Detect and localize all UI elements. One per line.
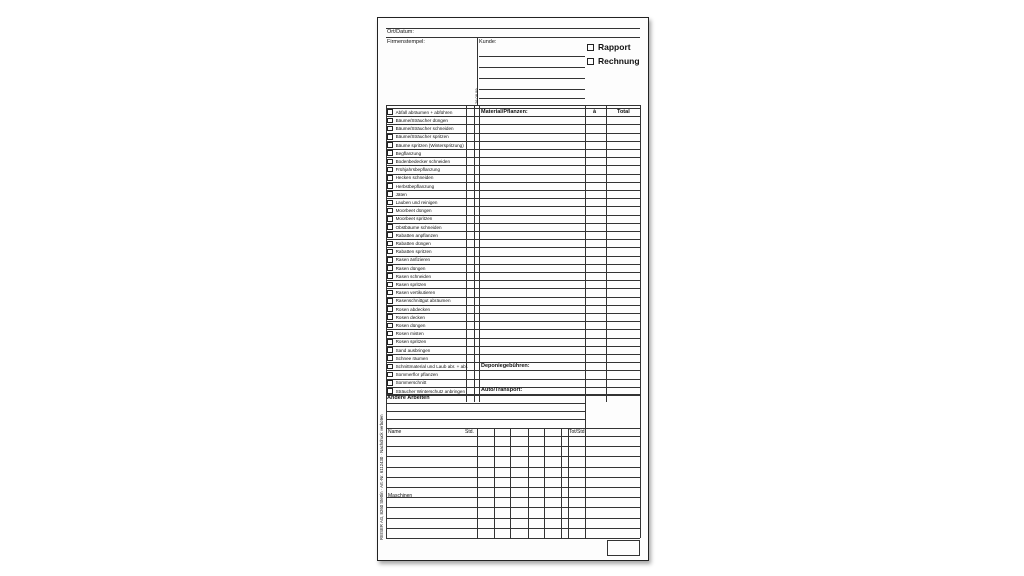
row-line (386, 456, 640, 457)
activity-label: Rosen düngen (395, 322, 426, 328)
activity-item[interactable] (387, 256, 430, 264)
activity-item[interactable] (387, 133, 449, 141)
activity-label: Rasen änfizieren (395, 257, 431, 263)
activity-checkbox[interactable] (387, 323, 393, 329)
activity-item[interactable] (387, 239, 431, 247)
firmenstempel-label: Firmenstempel: (387, 39, 425, 45)
row-line (386, 507, 640, 508)
a-header: à (593, 109, 597, 115)
activity-checkbox[interactable] (387, 191, 393, 197)
activity-checkbox[interactable] (387, 109, 393, 115)
row-line (386, 436, 640, 437)
activity-label: Rabatten düngen (395, 240, 431, 246)
activity-label: Schnee räumen (395, 355, 429, 361)
activity-item[interactable] (387, 215, 432, 223)
customer-line (479, 98, 585, 99)
activity-label: Rosen abdecken (395, 306, 431, 312)
activity-label: Rabatten anpflanzen (395, 232, 438, 238)
activity-item[interactable] (387, 182, 434, 190)
activity-checkbox[interactable] (387, 314, 393, 320)
grid-line (568, 428, 569, 538)
activity-item[interactable] (387, 125, 454, 133)
activity-item[interactable] (387, 149, 421, 157)
activity-checkbox[interactable] (387, 167, 393, 173)
activity-item[interactable] (387, 223, 442, 231)
activity-label: Rasen vertikutieren (395, 290, 436, 296)
activity-label: Jäten (395, 191, 407, 197)
activity-label: Bäume spritzen (Winterspritzung) (395, 142, 464, 148)
activity-label: Bäume/Sträucher schneiden (395, 126, 454, 132)
activity-checkbox[interactable] (387, 232, 393, 238)
print-code: 26.08.99 (474, 88, 479, 104)
row-line (386, 467, 640, 468)
totstd-header: Tot/Std. (569, 429, 586, 435)
activity-checkbox[interactable] (387, 183, 393, 189)
row-line (386, 477, 640, 478)
activity-label: Sand ausbringen (395, 347, 431, 353)
activity-item[interactable] (387, 371, 438, 379)
activity-label: Frühjahrsbepflanzung (395, 167, 441, 173)
activity-checkbox[interactable] (387, 306, 393, 312)
side-imprint: REISER AG, 8260 Stettin · Art.-Nr. 6112430 · Nachdruck verboten (379, 414, 384, 540)
activity-checkbox[interactable] (387, 249, 393, 255)
std-header: Std. (465, 429, 474, 435)
activity-label: Moorbeet spritzen (395, 216, 433, 222)
activity-item[interactable] (387, 157, 450, 165)
divider (386, 37, 640, 38)
activity-checkbox[interactable] (387, 298, 393, 304)
activity-item[interactable] (387, 272, 431, 280)
activity-checkbox[interactable] (387, 273, 393, 279)
customer-line (479, 89, 585, 90)
activity-checkbox[interactable] (387, 364, 393, 370)
activity-item[interactable] (387, 297, 451, 305)
activity-checkbox[interactable] (387, 339, 393, 345)
activity-checkbox[interactable] (387, 241, 393, 247)
activity-checkbox[interactable] (387, 200, 393, 206)
customer-line (479, 56, 585, 57)
kunde-label: Kunde: (479, 39, 497, 45)
activity-item[interactable] (387, 338, 426, 346)
activity-item[interactable] (387, 346, 430, 354)
rechnung-option[interactable] (587, 56, 640, 66)
deponie-label: Deponiegebühren: (481, 363, 530, 369)
activity-label: Hecken schneiden (395, 175, 434, 181)
divider (386, 28, 640, 29)
activity-item[interactable] (387, 330, 424, 338)
rechnung-label: Rechnung (598, 56, 640, 66)
activity-item[interactable] (387, 248, 432, 256)
grid-line (528, 428, 529, 538)
activity-item[interactable] (387, 141, 464, 149)
activity-label: Rosen misten (395, 331, 424, 337)
activity-label: Rasen düngen (395, 265, 426, 271)
activity-item[interactable] (387, 313, 425, 321)
activity-checkbox[interactable] (387, 134, 393, 140)
activity-checkbox[interactable] (387, 126, 393, 132)
activity-checkbox[interactable] (387, 142, 393, 148)
activity-item[interactable] (387, 362, 468, 370)
grid-line (561, 428, 562, 538)
customer-line (479, 78, 585, 79)
rechnung-checkbox[interactable] (587, 58, 594, 65)
activity-item[interactable] (387, 379, 426, 387)
activity-checkbox[interactable] (387, 257, 393, 263)
activity-item[interactable] (387, 108, 452, 116)
activity-checkbox[interactable] (387, 265, 393, 271)
activity-item[interactable] (387, 190, 407, 198)
activity-item[interactable] (387, 231, 438, 239)
activity-checkbox[interactable] (387, 150, 393, 156)
activity-checkbox[interactable] (387, 380, 393, 386)
signature-box[interactable] (607, 540, 640, 556)
activity-checkbox[interactable] (387, 355, 393, 361)
row-line (386, 149, 640, 150)
activity-item[interactable] (387, 166, 440, 174)
grid-line (640, 105, 641, 538)
activity-label: Obstbäume schneiden (395, 224, 442, 230)
activity-checkbox[interactable] (387, 175, 393, 181)
work-line (386, 403, 585, 404)
grid-line (494, 428, 495, 538)
grid-line (477, 428, 478, 538)
activity-item[interactable] (387, 207, 432, 215)
activity-item[interactable] (387, 280, 426, 288)
activity-label: Rasen spritzen (395, 281, 427, 287)
activity-label: Moorbeet düngen (395, 208, 432, 214)
activity-checkbox[interactable] (387, 290, 393, 296)
activity-item[interactable] (387, 116, 448, 124)
activity-label: Lauben und reinigen (395, 199, 438, 205)
activity-checkbox[interactable] (387, 208, 393, 214)
work-report-form (377, 17, 649, 561)
activity-item[interactable] (387, 289, 435, 297)
grid-line (544, 428, 545, 538)
divider (386, 105, 640, 106)
activity-label: Rasenschnittgut abräumen (395, 298, 451, 304)
activity-label: Abfall abräumen + abführen (395, 109, 453, 115)
activity-checkbox[interactable] (387, 347, 393, 353)
material-header: Material/Pflanzen: (481, 109, 528, 115)
activity-item[interactable] (387, 321, 425, 329)
total-header: Total (617, 109, 630, 115)
customer-line (479, 67, 585, 68)
activity-checkbox[interactable] (387, 331, 393, 337)
activity-item[interactable] (387, 198, 438, 206)
activity-checkbox[interactable] (387, 118, 393, 124)
auto-label: Auto/Transport: (481, 387, 523, 393)
row-line (386, 329, 640, 330)
grid-line (585, 428, 586, 538)
activity-label: Bodenbedecker schneiden (395, 158, 450, 164)
work-line (386, 411, 585, 412)
activity-label: Rabatten spritzen (395, 249, 432, 255)
row-line (386, 487, 640, 488)
activity-checkbox[interactable] (387, 282, 393, 288)
row-line (386, 190, 640, 191)
activity-item[interactable] (387, 174, 433, 182)
activity-item[interactable] (387, 264, 425, 272)
andere-arbeiten-label: Andere Arbeiten (387, 395, 430, 401)
activity-label: Rosen spritzen (395, 339, 427, 345)
activity-label: Sommerflor pflanzen (395, 372, 438, 378)
rapport-label: Rapport (598, 42, 631, 52)
ort-datum-label: Ort/Datum: (387, 29, 414, 35)
rapport-checkbox[interactable] (587, 44, 594, 51)
rapport-option[interactable] (587, 42, 631, 52)
activity-label: Sträucher Winterschutz anbringen (395, 388, 466, 394)
activity-item[interactable] (387, 305, 430, 313)
activity-label: Schnittmaterial und Laub abr. + abf. (395, 363, 469, 369)
activity-label: Rosen decken (395, 314, 425, 320)
activity-checkbox[interactable] (387, 216, 393, 222)
row-line (386, 497, 640, 498)
row-line (386, 446, 640, 447)
activity-checkbox[interactable] (387, 388, 393, 394)
activity-label: Bäume/Sträucher düngen (395, 117, 448, 123)
activity-label: Rasen schneiden (395, 273, 432, 279)
activity-label: Begflanzung (395, 150, 422, 156)
activity-checkbox[interactable] (387, 159, 393, 165)
activity-checkbox[interactable] (387, 224, 393, 230)
activity-item[interactable] (387, 354, 428, 362)
name-header: Name (388, 429, 402, 435)
row-line (386, 518, 640, 519)
activity-label: Sommerschnitt (395, 380, 427, 386)
maschinen-label: Maschinen (388, 493, 413, 499)
row-line (386, 538, 640, 539)
divider (386, 428, 640, 429)
activity-label: Herbstbepflanzung (395, 183, 435, 189)
grid-line (510, 428, 511, 538)
activity-checkbox[interactable] (387, 372, 393, 378)
row-line (386, 528, 640, 529)
activity-label: Bäume/Sträucher spritzen (395, 134, 449, 140)
work-line (386, 419, 585, 420)
